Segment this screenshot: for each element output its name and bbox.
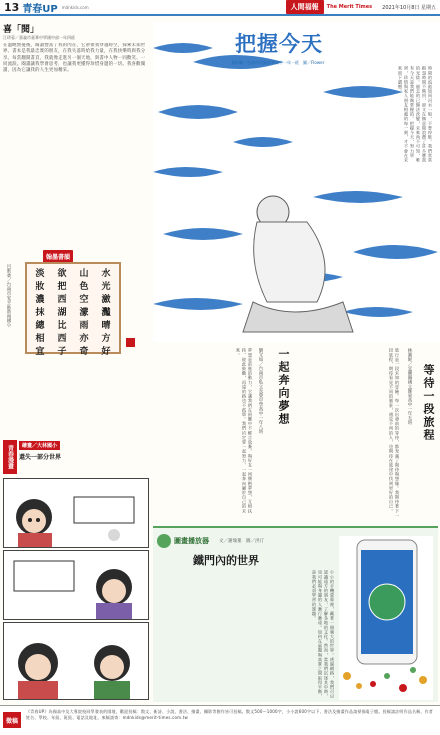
calligraphy-char: 妝: [35, 282, 45, 292]
calligraphy-char: 山: [79, 269, 89, 279]
calligraphy-char: 濃: [35, 295, 45, 305]
calligraphy-char: 奇: [79, 347, 89, 357]
footer-tag: 徵稿: [3, 712, 21, 728]
left-article: [3, 22, 151, 247]
calligraphy-char: 濛: [79, 308, 89, 318]
bottom-article-title: 鐵門內的世界: [193, 554, 259, 567]
calligraphy-char: 相: [35, 334, 45, 344]
page-number: 13: [4, 0, 20, 14]
bottom-article: [153, 526, 438, 702]
left-article-byline: 江珍蓉／嘉義市嘉華中學國中部一年四班: [3, 35, 75, 40]
right-article-body: 旅行是一段未知的冒險。每一次出發前的等待，都充滿了期待與想像。我期待著下一段旅程，期待看見不同的風景，遇見不同的人，也期待在旅途中找到更好的自己。: [389, 348, 400, 518]
mid-article-byline: 劉又如／台南市私立長榮中學高中一年八班: [258, 348, 263, 434]
calligraphy-char: 雨: [79, 321, 89, 331]
calligraphy-tag: 翰墨書韻: [43, 250, 73, 263]
calligraphy-char: 西: [57, 295, 67, 305]
calligraphy-char: 光: [101, 282, 111, 292]
site-url[interactable]: mdnkids.com: [61, 4, 89, 10]
bottom-article-byline: 文／謝瑜蓁 圖／洪汀: [219, 539, 264, 544]
calligraphy-section: [3, 250, 151, 370]
calligraphy-char: 灩: [101, 308, 111, 318]
issue-date: 2021年10月8日 星期五: [382, 4, 436, 11]
bottom-article-tag-wrap: [157, 534, 209, 548]
comic-badge: 青春漫畫: [3, 440, 17, 474]
calligraphy-char: 方: [101, 334, 111, 344]
comic-figure-illustration: [4, 551, 149, 620]
calligraphy-char: 宜: [35, 347, 45, 357]
mid-article-title: 一起奔向夢想: [277, 348, 290, 426]
seal-stamp: [126, 338, 135, 347]
calligraphy-char: 西: [57, 334, 67, 344]
calligraphy-char: 抹: [35, 308, 45, 318]
newspaper-logo-en: The Merit Times: [326, 4, 373, 10]
calligraphy-char: 色: [79, 282, 89, 292]
mid-article-body: 夢想是前進的動力，它讓我們在困難中不輕言放棄。與好友一同懷抱夢想，互相扶持、彼此鼓勵，再遠的路也不孤單。我們約定要一起努力，一起奔向屬於自己的未來。: [236, 348, 253, 514]
left-article-title: 喜「閱」: [3, 25, 40, 35]
calligraphy-char: 淡: [35, 269, 45, 279]
call-for-submissions: [0, 705, 440, 735]
calligraphy-char: 把: [57, 282, 67, 292]
main-feature-byline: 姜昀姍／台南市北區家齊高中一年一班 圖／Flower: [231, 60, 325, 65]
calligraphy-char: 好: [101, 347, 111, 357]
calligraphy-char: 空: [79, 295, 89, 305]
calligraphy-byline: 呂紫柔／台南市安平區新南國小: [6, 264, 11, 327]
phone-illustration: [339, 536, 433, 700]
comic-figure-illustration: [4, 479, 149, 548]
comic-panel-3: [3, 622, 149, 700]
comic-panel-2: [3, 550, 149, 620]
comic-figure-illustration: [4, 623, 149, 700]
calligraphy-char: 亦: [79, 334, 89, 344]
comic-tag: 繪畫／大林國小: [19, 441, 60, 450]
calligraphy-char: 欲: [57, 269, 67, 279]
right-article: [296, 346, 438, 524]
calligraphy-char: 晴: [101, 321, 111, 331]
calligraphy-char: 湖: [57, 308, 67, 318]
section-title: 青春UP: [22, 3, 58, 15]
bottom-article-tag: 圖畫播放器: [174, 537, 209, 545]
calligraphy-artwork: [25, 262, 121, 357]
player-icon: [157, 534, 171, 548]
page-header: [0, 0, 440, 16]
comic-panel-1: [3, 478, 149, 548]
bottom-article-body: 小小的手機螢幕裡，藏著一個廣大的世界。透過網路，我們可以認識遠方的朋友、了解各地的文化。然而，當我們沉迷其中時，也可能與身邊的人漸行漸遠。如何在虛擬與真實之間取得平衡，是我們必須學習的課題。: [312, 570, 335, 699]
left-article-body: 在溫飽無憂後，閱讀豐富了我的內在，它帶領我穿越時空，探索未知世界。書本是我最忠實的朋友，在我失落時給我力量，在我快樂時與我分享。每當翻開書頁，我就像走進另一個天地，與書中人物一同歡笑、一同流淚。閱讀讓我學會思考，也讓我更懂得珍惜身邊的一切。我喜歡閱讀，因為它讓我的人生更加精采。: [3, 43, 146, 74]
main-feature-title: 把握今天: [235, 32, 323, 56]
footer-text: 《青春UP》為國高中及大專院校同學發表的園地，歡迎投稿：散文、新詩、小說、書法、繪畫、攝影等創作皆可投稿。散文500～1000字，小小說600字以下，書法及繪畫作品請掃描電子檔。投稿請註明作品名稱、作者姓名、學校、年級、班級、電話及地址。來稿請寄：mdnkids@merit-times.com.tw: [26, 709, 433, 720]
calligraphy-char: 瀲: [101, 295, 111, 305]
right-article-byline: 林湘妮／宜蘭縣國立羅東高中一年五班: [407, 348, 412, 425]
calligraphy-char: 總: [35, 321, 45, 331]
newspaper-logo: 人間福報: [286, 0, 324, 14]
mid-article: [153, 346, 293, 524]
calligraphy-char: 比: [57, 321, 67, 331]
calligraphy-char: 水: [101, 269, 111, 279]
right-article-title: 等待一段旅程: [422, 364, 435, 442]
main-feature-body: 時間的流逝如同河水一般，不曾停歇。我們常常抱怨時間不夠用，卻又在無意間浪費了許多寶貴的光陰。過去的已無法改變，未來尚不可知，唯有今天是我們能夠掌握的。把握今天，努力學習，珍惜與家人朋友相處的每一刻，才不會在未來留下遺憾。: [398, 66, 433, 163]
calligraphy-char: 子: [57, 347, 67, 357]
comic-caption: 還失一部分世界: [19, 454, 62, 461]
comic-section: [3, 440, 151, 702]
